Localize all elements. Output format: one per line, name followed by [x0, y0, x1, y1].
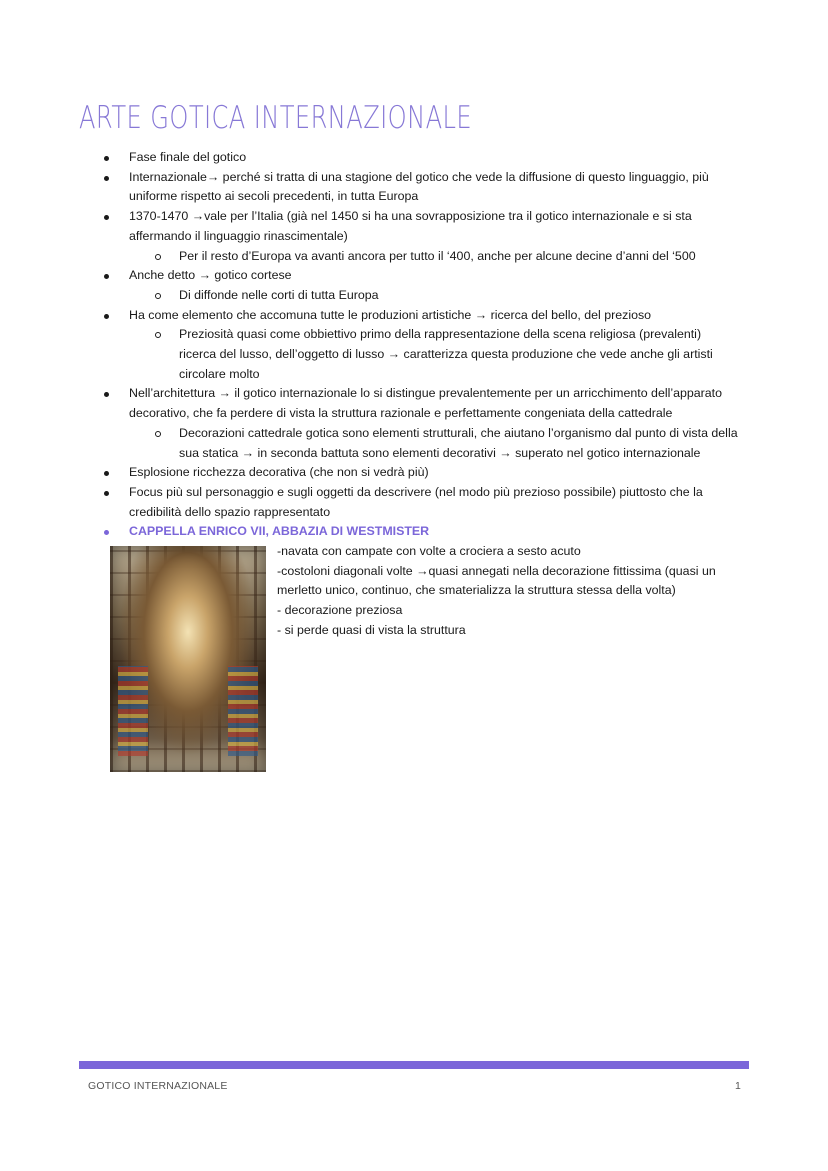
note-line: -navata con campate con volte a crociera a sesto acuto: [277, 544, 581, 559]
sub-list-item: [0, 325, 828, 384]
bullet-icon: [104, 491, 109, 496]
content-body: [0, 148, 828, 772]
circle-bullet-icon: [155, 293, 161, 299]
circle-bullet-icon: [155, 254, 161, 260]
note-line: - decorazione preziosa: [277, 603, 403, 618]
list-item-text: Per il resto d’Europa va avanti ancora per tutto il ‘400, anche per alcune decine d’anni del ‘500: [179, 248, 696, 263]
footer-divider: [79, 1061, 749, 1069]
highlight-heading: [0, 522, 828, 542]
page-number: 1: [735, 1080, 741, 1092]
page-title: ARTE GOTICA INTERNAZIONALE: [79, 100, 473, 136]
bullet-icon: [104, 530, 109, 535]
list-item: [0, 463, 828, 483]
list-item-text: Nell’architettura → il gotico internazionale lo si distingue prevalentemente per un arricchimento dell’apparato decorativo, che fa perdere di vista la struttura razionale e perfettamente congeniata della cattedrale: [129, 386, 723, 421]
list-item-text: Ha come elemento che accomuna tutte le produzioni artistiche → ricerca del bello, del prezioso: [129, 307, 652, 322]
list-item: [0, 148, 828, 168]
list-item-text: Internazionale→ perché si tratta di una stagione del gotico che vede la diffusione di questo linguaggio, più uniforme rispetto ai secoli precedenti, in tutta Europa: [129, 169, 709, 204]
bullet-icon: [104, 176, 109, 181]
sub-list-item: [0, 286, 828, 306]
bullet-icon: [104, 156, 109, 161]
list-item: [0, 306, 828, 326]
sub-list-item: [0, 247, 828, 267]
note-line: - si perde quasi di vista la struttura: [277, 622, 466, 637]
list-item-text: 1370-1470 →vale per l’Italia (già nel 1450 si ha una sovrapposizione tra il gotico internazionale e si sta affermando il linguaggio rinascimentale): [129, 209, 692, 243]
list-item-text: Focus più sul personaggio e sugli oggetti da descrivere (nel modo più prezioso possibile) piuttosto che la credibilità dello spazio rappresentato: [129, 484, 703, 519]
figure-section: [0, 542, 828, 772]
list-item: [0, 168, 828, 207]
bullet-icon: [104, 314, 109, 319]
list-item: [0, 207, 828, 246]
bullet-icon: [104, 392, 109, 397]
bullet-icon: [104, 471, 109, 476]
chapel-vault-photo: [110, 546, 266, 772]
circle-bullet-icon: [155, 332, 161, 338]
footer-label: GOTICO INTERNAZIONALE: [88, 1080, 228, 1092]
highlight-text: CAPPELLA ENRICO VII, ABBAZIA DI WESTMISTER: [129, 524, 430, 539]
list-item: [0, 483, 828, 522]
sub-list-item: [0, 424, 828, 463]
circle-bullet-icon: [155, 431, 161, 437]
list-item: [0, 266, 828, 286]
list-item-text: Anche detto → gotico cortese: [129, 268, 292, 283]
list-item: [0, 384, 828, 423]
bullet-icon: [104, 215, 109, 220]
list-item-text: Di diffonde nelle corti di tutta Europa: [179, 287, 379, 302]
list-item-text: Decorazioni cattedrale gotica sono elementi strutturali, che aiutano l’organismo dal punto di vista della sua statica → in seconda battuta sono elementi decorativi → superato nel gotico internazionale: [179, 425, 738, 460]
note-line: -costoloni diagonali volte →quasi annegati nella decorazione fittissima (quasi un merletto unico, continuo, che smaterializza la struttura stessa della volta): [277, 563, 716, 598]
list-item-text: Preziosità quasi come obbiettivo primo della rappresentazione della scena religiosa (prevalenti) ricerca del lusso, dell’oggetto di lusso → caratterizza questa produzione che vede anche gli artisti circolare molto: [179, 327, 713, 381]
bullet-icon: [104, 274, 109, 279]
list-item-text: Fase finale del gotico: [129, 150, 247, 164]
list-item-text: Esplosione ricchezza decorativa (che non si vedrà più): [129, 465, 429, 480]
figure-notes: [277, 542, 747, 641]
